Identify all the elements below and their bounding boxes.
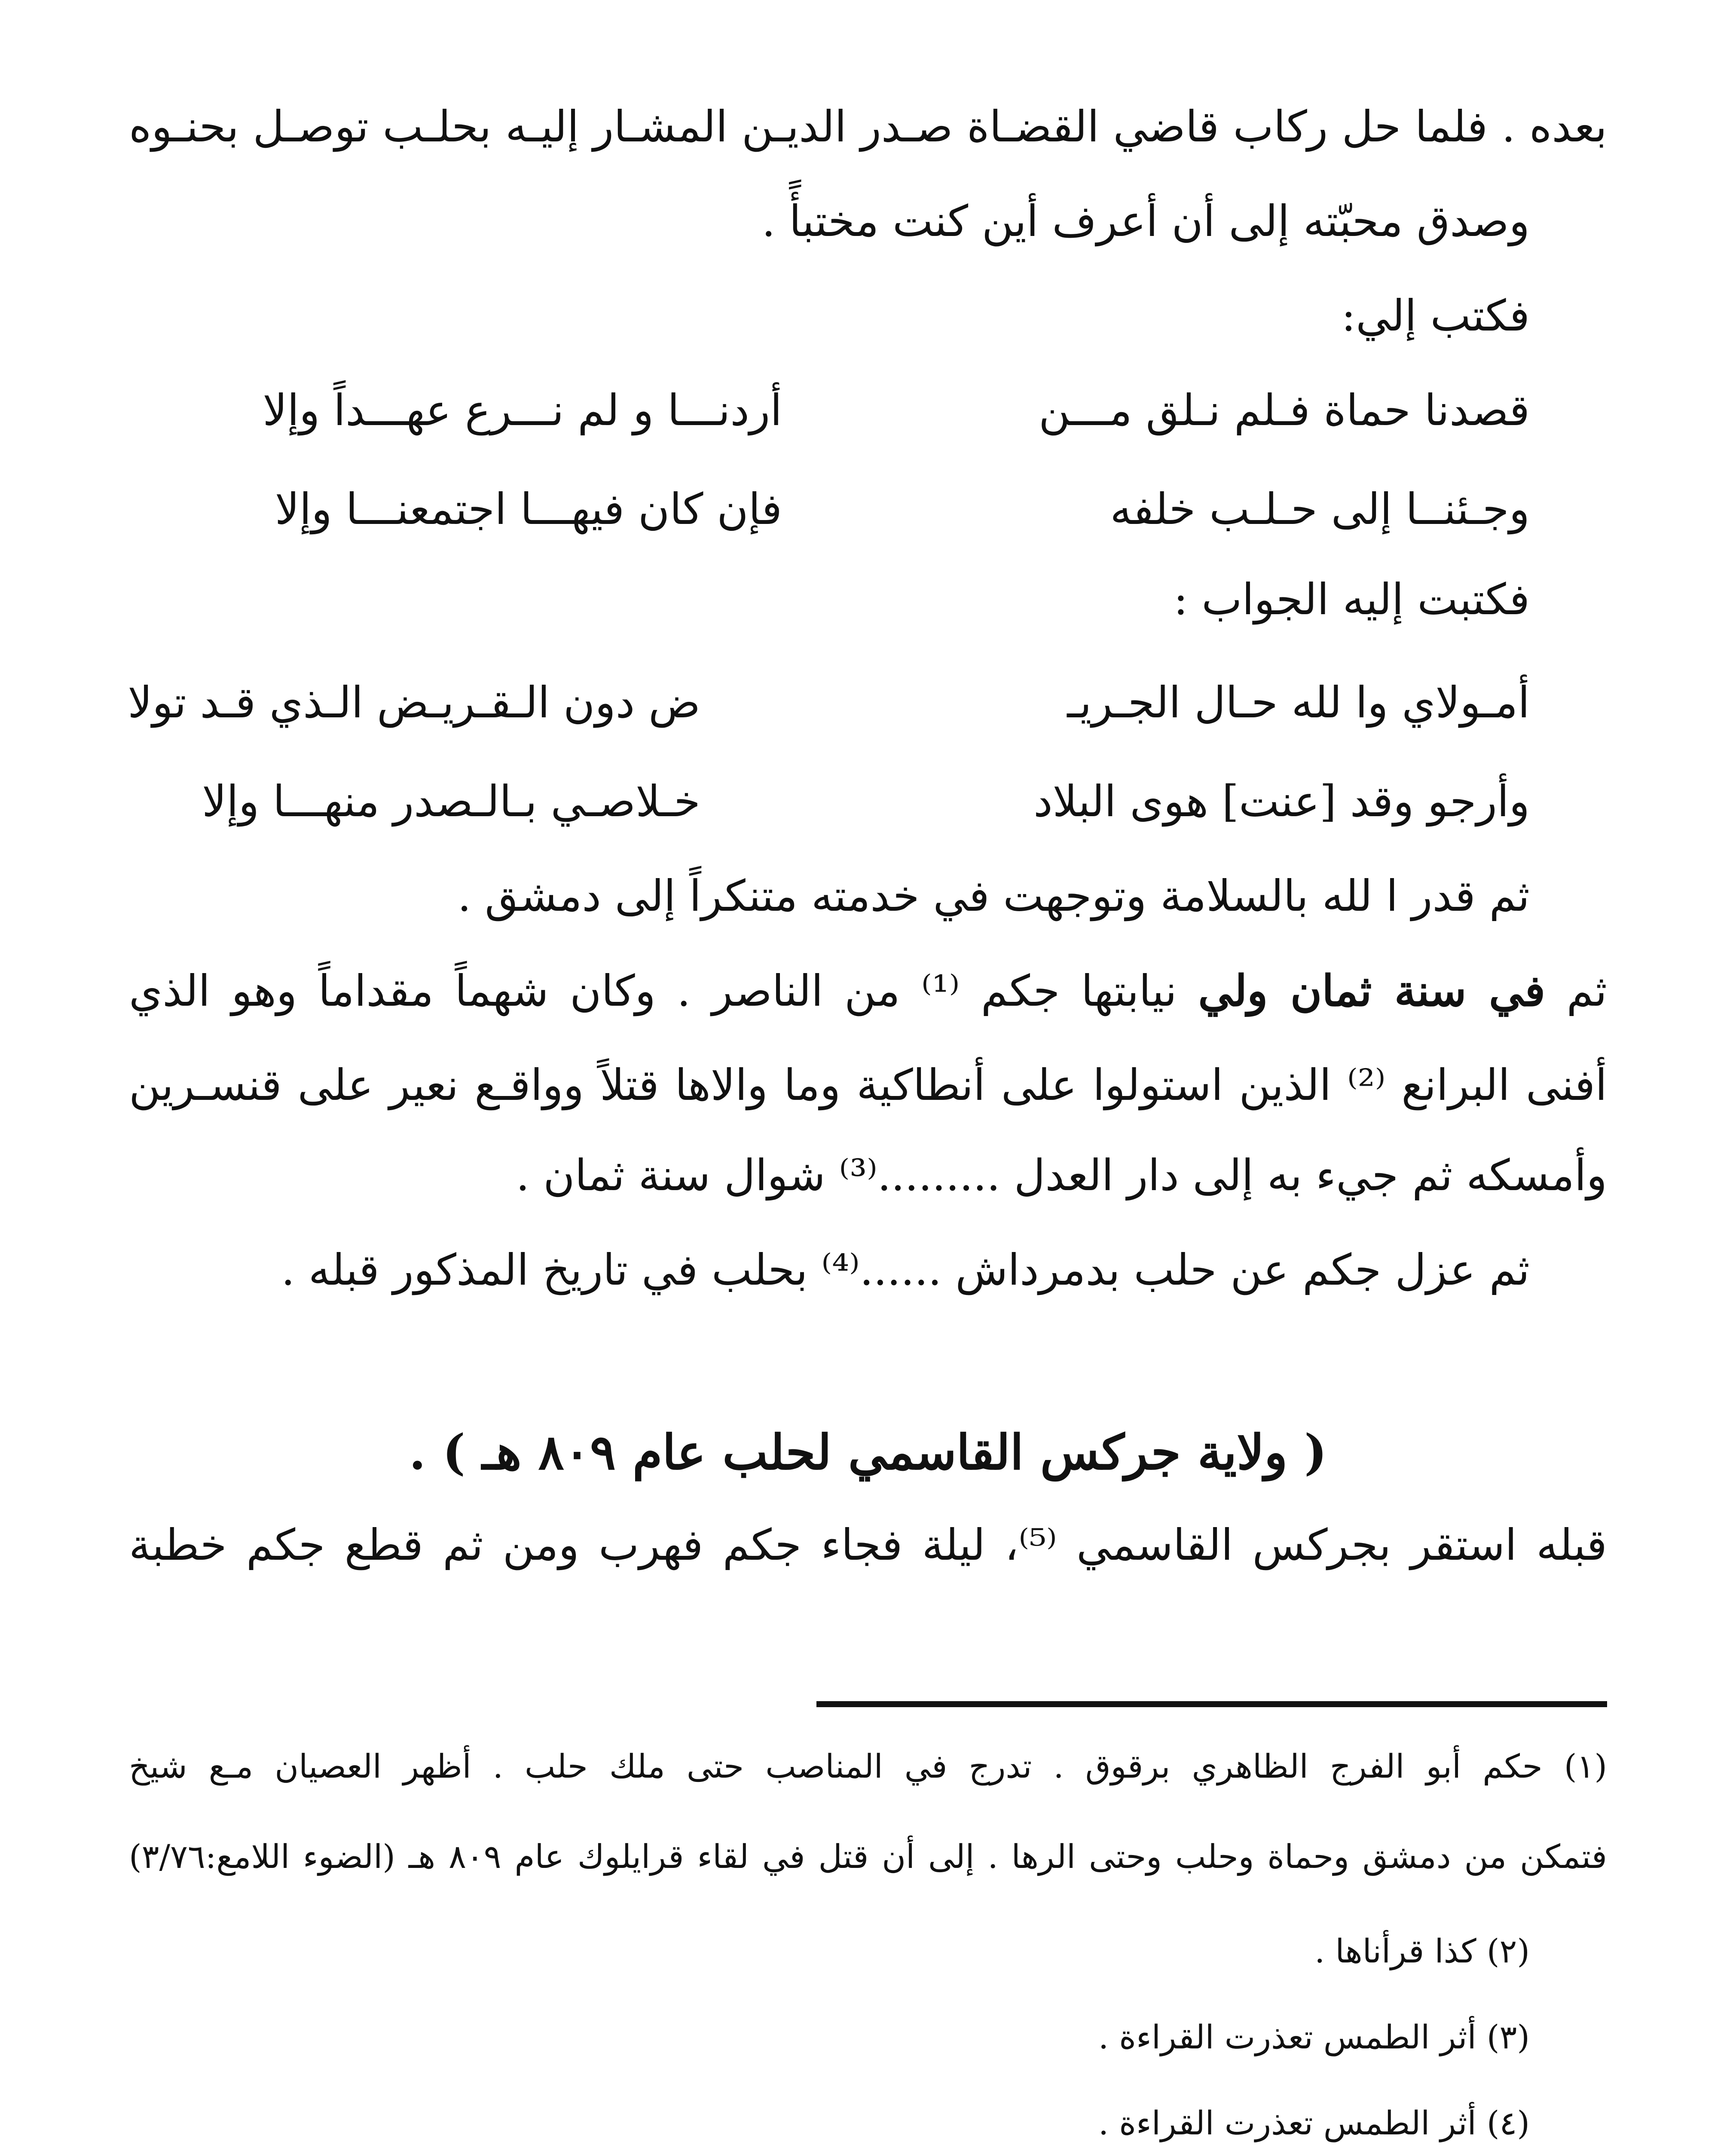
footnote-4: (٤) أثر الطمس تعذرت القراءة . <box>1098 2104 1530 2142</box>
text-line-1: بعده . فلما حل ركاب قاضي القضـاة صـدر الديـن المشـار إليـه بحلـب توصـل بحنـوه <box>129 101 1607 152</box>
paragraph-line-1: ثم قدر ا لله بالسلامة وتوجهت في خدمته متنكراً إلى دمشق . <box>457 871 1530 921</box>
footnote-separator <box>816 1701 1607 1707</box>
text-line-3: فكتب إلي: <box>1341 291 1530 341</box>
paragraph-line-2 <box>129 958 1607 1023</box>
verse-3-first-hemistich: أمـولاي وا لله حـال الجـريـ <box>1067 677 1530 728</box>
verse-1-second-hemistich: أردنـــا و لم نـــرع عهـــداً وإلا <box>263 385 782 435</box>
verse-3-second-hemistich: ض دون الـقـريـض الـذي قـد تولا <box>128 677 700 728</box>
paragraph-line-6: قبله استقر بجركس القاسمي ⁽⁵⁾، ليلة فجاء جكم فهرب ومن ثم قطع جكم خطبة <box>129 1520 1607 1570</box>
para2-prefix: ثم <box>1566 966 1607 1016</box>
para2-bold-phrase: في سنة ثمان ولي <box>1198 965 1546 1016</box>
verse-2-second-hemistich: فإن كان فيهـــا اجتمعنـــا وإلا <box>275 484 782 534</box>
footnote-3: (٣) أثر الطمس تعذرت القراءة . <box>1098 2018 1530 2056</box>
footnote-1-line-1: (١) حكم أبو الفرج الظاهري برقوق . تدرج في المناصب حتى ملك حلب . أظهر العصيان مـع شيخ <box>129 1747 1607 1785</box>
footnote-2: (٢) كذا قرأناها . <box>1314 1932 1530 1970</box>
paragraph-line-5: ثم عزل جكم عن حلب بدمرداش ......⁽⁴⁾ بحلب في تاريخ المذكور قبله . <box>281 1245 1530 1295</box>
verse-4-second-hemistich: خـلاصـي بـالـصدر منهـــا وإلا <box>202 776 700 827</box>
reply-intro: فكتبت إليه الجواب : <box>1173 574 1530 624</box>
footnote-1-line-2: فتمكن من دمشق وحماة وحلب وحتى الرها . إلى أن قتل في لقاء قرايلوك عام ٨٠٩ هـ (الضوء اللامع:٣/٧٦) <box>129 1837 1607 1876</box>
section-heading: ( ولاية جركس القاسمي لحلب عام ٨٠٩ هـ ) . <box>409 1424 1327 1481</box>
paragraph-line-3: أفنى البرانع ⁽²⁾ الذين استولوا على أنطاكية وما والاها قتلاً وواقـع نعير على قنسـرين <box>129 1060 1607 1110</box>
verse-2-first-hemistich: وجـئنــا إلى حـلـب خلفه <box>1110 484 1530 534</box>
verse-1-first-hemistich: قصدنا حماة فـلم نـلق مـــن <box>1039 385 1530 435</box>
text-line-2: وصدق محبّته إلى أن أعرف أين كنت مختبأً . <box>761 196 1530 246</box>
para2-rest: نيابتها جكم ⁽¹⁾ من الناصر . وكان شهماً مقداماً وهو الذي <box>129 966 1177 1016</box>
paragraph-line-4: وأمسكه ثم جيء به إلى دار العدل .........⁽³⁾ شوال سنة ثمان . <box>516 1150 1607 1200</box>
verse-4-first-hemistich: وأرجو وقد [عنت] هوى البلاد <box>1033 776 1530 827</box>
